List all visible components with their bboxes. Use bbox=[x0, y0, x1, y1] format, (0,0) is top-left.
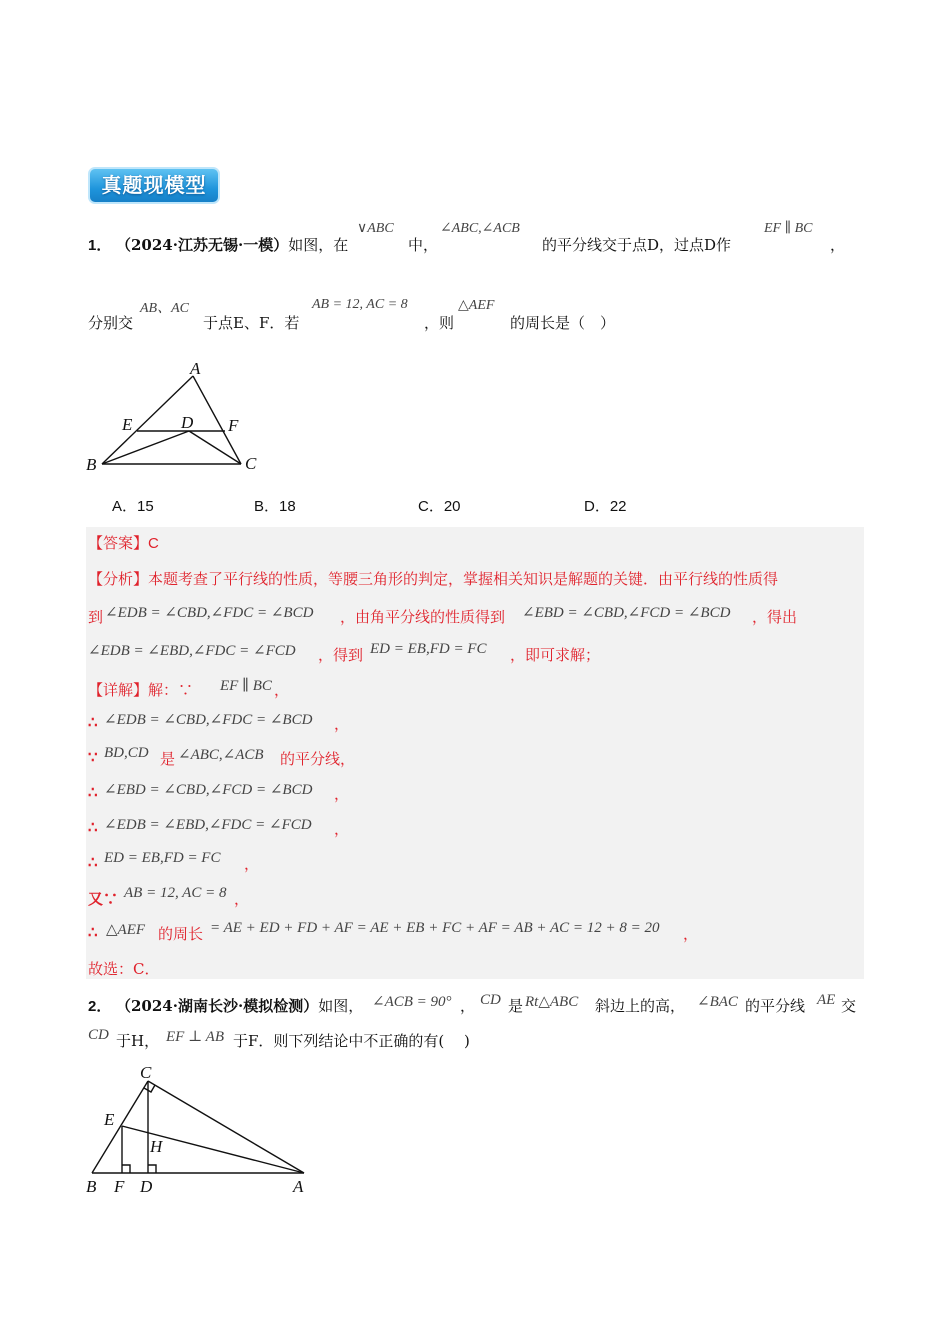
q1-figure bbox=[80, 356, 270, 476]
detail-line-6-end: ， bbox=[244, 855, 260, 873]
q1-text-fenbie: 分别交 bbox=[88, 314, 134, 332]
q1-math-angles: ∠ABC,∠ACB bbox=[440, 221, 520, 236]
detail-line-7-sym: 又∵ bbox=[88, 890, 119, 908]
detail-line-1-end: ， bbox=[274, 681, 290, 699]
detail-line-2-end: ， bbox=[334, 715, 350, 733]
q1-number: 1． bbox=[88, 237, 112, 254]
q2-label-h: H bbox=[150, 1137, 163, 1156]
q1-math-aef: △AEF bbox=[458, 298, 495, 313]
detail-line-5-sym: ∴ bbox=[88, 818, 98, 836]
q2-right-angle-d bbox=[148, 1165, 156, 1173]
q2-label-f: F bbox=[114, 1177, 125, 1196]
q1-text-comma: ， bbox=[830, 236, 846, 254]
detail-line-3-math-2: ∠ABC,∠ACB bbox=[178, 747, 264, 763]
q1-text-points: 于点E、F．若 bbox=[203, 314, 300, 332]
q1-math-parallel: EF ∥ BC bbox=[764, 221, 813, 236]
detail-line-3-math-1: BD,CD bbox=[104, 745, 149, 761]
analysis-line-3-math-2: ED = EB,FD = FC bbox=[370, 641, 487, 657]
detail-line-4-end: ， bbox=[334, 785, 350, 803]
detail-line-8-sym: ∴ bbox=[88, 923, 98, 941]
q2-right-angle-f bbox=[122, 1165, 130, 1173]
q2-text-question: 于F．则下列结论中不正确的有( ) bbox=[233, 1032, 470, 1050]
detail-line-3-sym: ∵ bbox=[88, 748, 98, 766]
q2-math-rt: Rt△ABC bbox=[525, 994, 579, 1010]
q2-label-a: A bbox=[293, 1177, 304, 1196]
answer-line: 【答案】C bbox=[88, 534, 159, 552]
q1-text-ze: ，则 bbox=[424, 314, 455, 332]
analysis-line-2-pre: 到 bbox=[88, 608, 104, 626]
q1-label-d: D bbox=[181, 413, 194, 432]
q2-math-angle: ∠ACB = 90° bbox=[372, 994, 452, 1010]
q2-number: 2． bbox=[88, 998, 112, 1015]
q2-label-b: B bbox=[86, 1177, 97, 1196]
final-choice: 故选：C． bbox=[88, 960, 160, 978]
q2-text-height: 斜边上的高， bbox=[595, 997, 686, 1015]
detail-line-5-math: ∠EDB = ∠EBD,∠FDC = ∠FCD bbox=[104, 817, 312, 833]
q2-figure bbox=[80, 1058, 320, 1198]
detail-line-2-math: ∠EDB = ∠CBD,∠FDC = ∠BCD bbox=[104, 712, 313, 728]
q1-segment-cd bbox=[189, 431, 241, 464]
detail-line-4-math: ∠EBD = ∠CBD,∠FCD = ∠BCD bbox=[104, 782, 313, 798]
analysis-line-3-post: ，即可求解； bbox=[510, 646, 601, 664]
q1-math-sides: AB、AC bbox=[140, 301, 189, 316]
detail-line-6-sym: ∴ bbox=[88, 853, 98, 871]
q1-math-lengths: AB = 12, AC = 8 bbox=[312, 297, 408, 312]
detail-line-4-sym: ∴ bbox=[88, 783, 98, 801]
detail-line-1-math: EF ∥ BC bbox=[220, 678, 272, 694]
detail-line-6-math: ED = EB,FD = FC bbox=[104, 850, 221, 866]
q1-option-a[interactable]: A．15 bbox=[112, 498, 154, 515]
q1-text-bisector: 的平分线交于点D，过点D作 bbox=[542, 236, 732, 254]
q1-segment-bd bbox=[102, 431, 189, 464]
q2-text-bisector: 的平分线 bbox=[745, 997, 806, 1015]
q2-label-e: E bbox=[104, 1110, 115, 1129]
analysis-line-2-mid: ，由角平分线的性质得到 bbox=[340, 608, 506, 626]
q2-label-c: C bbox=[140, 1063, 152, 1082]
q2-math-perp: EF ⊥ AB bbox=[166, 1029, 224, 1045]
q1-option-d[interactable]: D．22 bbox=[584, 498, 627, 515]
detail-line-5-end: ， bbox=[334, 820, 350, 838]
q1-label-c: C bbox=[245, 454, 257, 473]
analysis-line-2-post: ，得出 bbox=[752, 608, 798, 626]
section-title-banner: 真题现模型 bbox=[88, 167, 220, 204]
q2-math-bac: ∠BAC bbox=[697, 994, 738, 1010]
analysis-line-1: 【分析】本题考查了平行线的性质，等腰三角形的判定，掌握相关知识是解题的关键．由平行线的性质得 bbox=[88, 570, 779, 588]
detail-line-7-end: ， bbox=[234, 890, 250, 908]
detail-line-3-end: 的平分线， bbox=[280, 750, 356, 768]
analysis-line-3-math-1: ∠EDB = ∠EBD,∠FDC = ∠FCD bbox=[88, 643, 296, 659]
q2-segment-bc bbox=[92, 1081, 148, 1173]
q2-math-cd: CD bbox=[480, 992, 501, 1008]
detail-line-8-text: 的周长 bbox=[158, 925, 204, 943]
q1-label-f: F bbox=[228, 416, 239, 435]
q2-label-d: D bbox=[140, 1177, 153, 1196]
detail-line-8-math-1: △AEF bbox=[106, 922, 146, 938]
detail-line-8-math-2: = AE + ED + FD + AF = AE + EB + FC + AF = AB + AC = 12 + 8 = 20 bbox=[210, 920, 660, 936]
analysis-line-2-math-2: ∠EBD = ∠CBD,∠FCD = ∠BCD bbox=[522, 605, 731, 621]
q2-text-jiao: 交 bbox=[841, 997, 857, 1015]
q1-text-zhong: 中， bbox=[408, 236, 439, 254]
detail-line-2-sym: ∴ bbox=[88, 713, 98, 731]
q1-option-b[interactable]: B．18 bbox=[254, 498, 296, 515]
analysis-line-2-math-1: ∠EDB = ∠CBD,∠FDC = ∠BCD bbox=[105, 605, 314, 621]
detail-line-3-text: 是 bbox=[160, 750, 176, 768]
q1-text-perimeter: 的周长是（ ） bbox=[510, 314, 616, 332]
q2-text-yuh: 于H， bbox=[116, 1032, 160, 1050]
q1-source: （2024·江苏无锡·一模）如图，在 bbox=[116, 236, 349, 254]
detail-line-7-math: AB = 12, AC = 8 bbox=[124, 885, 227, 901]
q2-source: （2024·湖南长沙·模拟检测）如图， bbox=[116, 997, 364, 1015]
q1-math-triangle: ∨ABC bbox=[357, 221, 394, 236]
q1-label-e: E bbox=[122, 415, 133, 434]
q2-text-comma: ， bbox=[460, 997, 476, 1015]
q2-math-cd-2: CD bbox=[88, 1027, 109, 1043]
q1-label-a: A bbox=[190, 359, 201, 378]
q1-label-b: B bbox=[86, 455, 97, 474]
detail-line-1: 【详解】解：∵ bbox=[88, 681, 194, 699]
detail-line-8-end: ， bbox=[683, 925, 699, 943]
q1-option-c[interactable]: C．20 bbox=[418, 498, 461, 515]
q2-text-shi: 是 bbox=[508, 997, 524, 1015]
analysis-line-3-mid: ，得到 bbox=[318, 646, 364, 664]
q2-segment-ca bbox=[148, 1081, 304, 1173]
q1-segment-ab bbox=[102, 376, 193, 464]
q2-math-ae: AE bbox=[817, 992, 836, 1008]
